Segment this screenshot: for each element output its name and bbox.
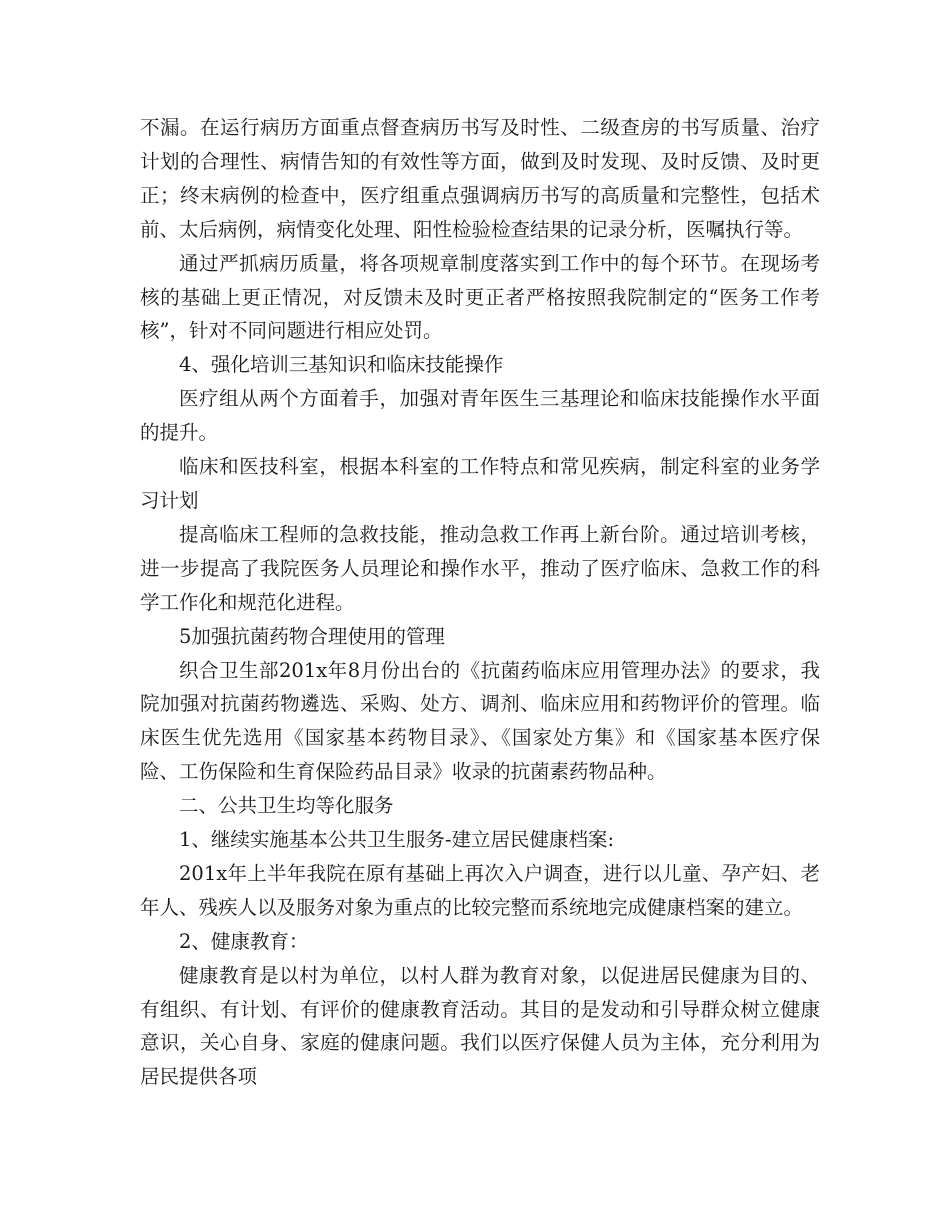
paragraph-1: 不漏。在运行病历方面重点督查病历书写及时性、二级查房的书写质量、治疗计划的合理性、病情告知的有效性等方面，做到及时发现、及时反馈、及时更正；终末病例的检查中，医疗组重点强调病历书写的高质量和完整性，包括术前、太后病例，病情变化处理、阳性检验检查结果的记录分析，医嘱执行等。 (140, 116, 820, 241)
section-heading-5: 5加强抗菌药物合理使用的管理 (179, 624, 445, 648)
paragraph-3: 医疗组从两个方面着手，加强对青年医生三基理论和临床技能操作水平面的提升。 (140, 387, 820, 445)
subsection-heading-1: 1、继续实施基本公共卫生服务-建立居民健康档案: (179, 828, 615, 852)
section-heading-public-health: 二、公共卫生均等化服务 (179, 794, 394, 818)
paragraph-4: 临床和医技科室，根据本科室的工作特点和常见疾病，制定科室的业务学习计划 (140, 455, 820, 512)
section-heading-4: 4、强化培训三基知识和临床技能操作 (179, 353, 504, 377)
paragraph-2: 通过严抓病历质量，将各项规章制度落实到工作中的每个环节。在现场考核的基础上更正情况，对反馈未及时更正者严格按照我院制定的“医务工作考核”，针对不同问题进行相应处罚。 (140, 251, 820, 343)
subsection-heading-2: 2、健康教育： (179, 929, 309, 953)
paragraph-5: 提高临床工程师的急救技能，推动急救工作再上新台阶。通过培训考核，进一步提高了我院医务人员理论和操作水平，推动了医疗临床、急救工作的科学工作化和规范化进程。 (140, 522, 820, 614)
paragraph-6: 织合卫生部201x年8月份出台的《抗菌药临床应用管理办法》的要求，我院加强对抗菌药物遴选、采购、处方、调剂、临床应用和药物评价的管理。临床医生优先选用《国家基本药物目录》、《国家处方集》和《国家基本医疗保险、工伤保险和生育保险药品目录》收录的抗菌素药物品种。 (140, 658, 820, 784)
paragraph-7: 201x年上半年我院在原有基础上再次入户调查，进行以儿童、孕产妇、老年人、残疾人以及服务对象为重点的比较完整而系统地完成健康档案的建立。 (140, 861, 820, 919)
document-body (140, 111, 820, 1094)
paragraph-8: 健康教育是以村为单位，以村人群为教育对象，以促进居民健康为目的、有组织、有计划、有评价的健康教育活动。其目的是发动和引导群众树立健康意识，关心自身、家庭的健康问题。我们以医疗保健人员为主体，充分利用为居民提供各项 (140, 963, 820, 1089)
